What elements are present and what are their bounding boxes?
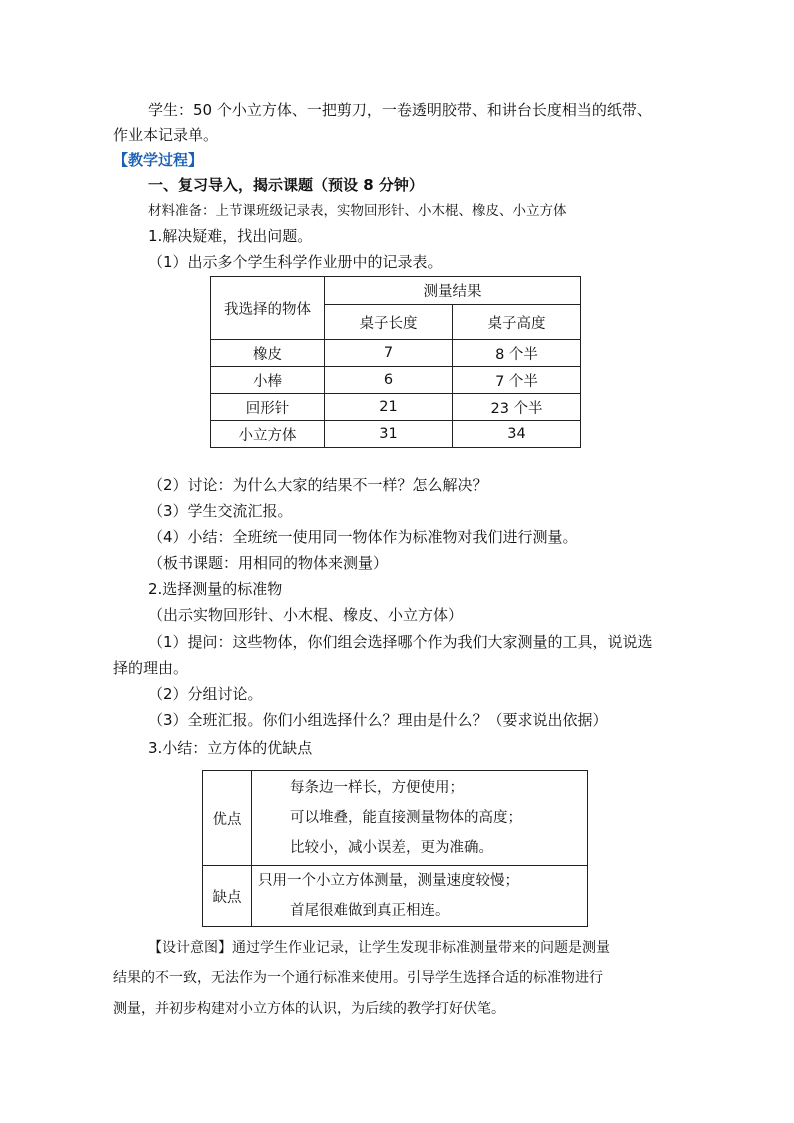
pros-cell [252,771,588,866]
length-cell: 6 [325,367,453,394]
step2-q3: （3）全班汇报。你们小组选择什么？理由是什么？（要求说出依据） [148,711,608,729]
length-cell: 7 [325,340,453,367]
pros-item: 可以堆叠，能直接测量物体的高度； [290,810,522,826]
board-title: （板书课题：用相同的物体来测量） [148,554,389,572]
result-header: 测量结果 [325,277,581,305]
record-table [210,276,581,448]
design-intent-line-1: 【设计意图】通过学生作业记录，让学生发现非标准测量带来的问题是测量 [148,940,610,956]
cons-item: 首尾很难做到真正相连。 [290,903,450,919]
cons-label: 缺点 [203,866,252,927]
table-row [211,421,581,448]
height-cell: 7 个半 [453,367,581,394]
step2-show: （出示实物回形针、小木棍、橡皮、小立方体） [148,606,464,624]
object-cell: 小立方体 [211,421,325,448]
length-cell: 21 [325,394,453,421]
table-row [211,394,581,421]
step2-q1-a: （1）提问：这些物体，你们组会选择哪个作为我们大家测量的工具，说说选 [148,633,653,651]
materials-line: 材料准备：上节课班级记录表，实物回形针、小木棍、橡皮、小立方体 [148,203,567,219]
pros-item: 比较小，减小误差，更为准确。 [290,840,493,856]
height-cell: 23 个半 [453,394,581,421]
pros-label: 优点 [203,771,252,866]
step3-title: 3.小结：立方体的优缺点 [148,739,313,757]
table-row [211,340,581,367]
design-intent-line-2: 结果的不一致，无法作为一个通行标准来使用。引导学生选择合适的标准物进行 [113,970,603,986]
length-cell: 31 [325,421,453,448]
object-cell: 小棒 [211,367,325,394]
cons-item: 只用一个小立方体测量，测量速度较慢； [258,873,519,889]
design-intent-line-3: 测量，并初步构建对小立方体的认识，为后续的教学打好伏笔。 [113,1001,505,1017]
step2-q1-b: 择的理由。 [113,659,189,677]
pros-item: 每条边一样长，方便使用； [290,780,464,796]
height-header: 桌子高度 [453,305,581,340]
object-cell: 橡皮 [211,340,325,367]
discussion-2: （2）讨论：为什么大家的结果不一样？怎么解决？ [148,476,488,494]
step1-title: 1.解决疑难，找出问题。 [148,227,313,245]
object-cell: 回形针 [211,394,325,421]
discussion-3: （3）学生交流汇报。 [148,502,293,520]
step2-q2: （2）分组讨论。 [148,685,263,703]
object-header: 我选择的物体 [211,277,325,340]
step2-title: 2.选择测量的标准物 [148,580,283,598]
height-cell: 8 个半 [453,340,581,367]
intro-line-1: 学生：50 个小立方体、一把剪刀，一卷透明胶带、和讲台长度相当的纸带、 [148,101,652,119]
section-title: 【教学过程】 [113,151,204,169]
step1-item-1: （1）出示多个学生科学作业册中的记录表。 [148,253,443,271]
length-header: 桌子长度 [325,305,453,340]
height-cell: 34 [453,421,581,448]
discussion-4: （4）小结：全班统一使用同一物体作为标准物对我们进行测量。 [148,528,578,546]
intro-line-2: 作业本记录单。 [113,126,219,144]
cons-cell [252,866,588,927]
part1-heading: 一、复习导入，揭示课题（预设 8 分钟） [148,176,424,194]
pros-cons-table [202,770,588,927]
table-row [211,367,581,394]
